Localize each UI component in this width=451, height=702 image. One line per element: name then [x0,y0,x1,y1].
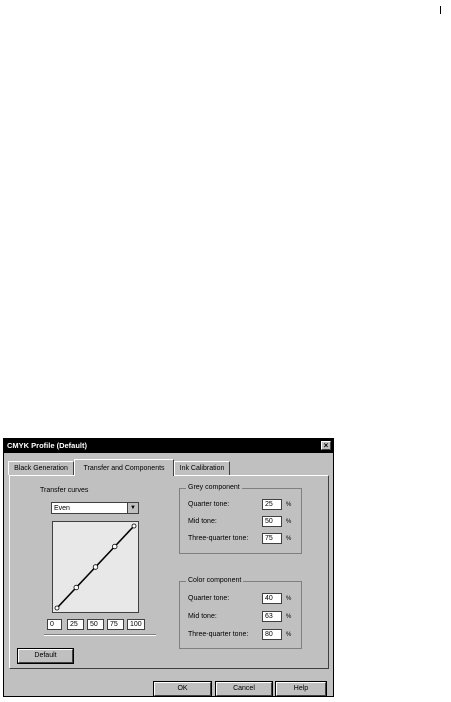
group-title: Color component [188,577,242,584]
tab-label: Black Generation [14,465,68,472]
color-three-quarter-tone-input[interactable]: 80 [262,629,282,640]
percent-unit: % [286,502,292,508]
curve-point-50[interactable] [93,565,98,570]
grey-quarter-tone-input[interactable]: 25 [262,499,282,510]
curve-point-0[interactable] [55,606,59,610]
percent-unit: % [286,614,292,620]
curve-point-25[interactable] [74,585,79,590]
ok-button[interactable] [154,682,211,696]
grey-mid-tone-input[interactable]: 50 [262,516,282,527]
mid-tone-label: Mid tone: [188,613,217,620]
curve-value-0[interactable]: 0 [47,619,62,630]
three-quarter-tone-label: Three-quarter tone: [188,631,249,638]
help-label: Help [293,685,309,692]
transfer-curve-select[interactable] [51,502,139,514]
default-button-label: Default [34,652,57,659]
cancel-button[interactable] [216,682,272,696]
mid-tone-label: Mid tone: [188,518,217,525]
tab-transfer-and-components[interactable] [74,459,174,476]
color-component-group [179,577,302,649]
close-button[interactable] [321,441,331,450]
tab-black-generation[interactable] [8,461,74,475]
cancel-label: Cancel [233,685,255,692]
quarter-tone-label: Quarter tone: [188,595,230,602]
grey-three-quarter-tone-input[interactable]: 75 [262,533,282,544]
tab-ink-calibration[interactable] [174,461,230,475]
separator [44,634,156,636]
curve-value-100[interactable]: 100 [127,619,145,630]
close-icon: × [323,441,329,450]
transfer-curve-value: Even [54,505,70,512]
ok-label: OK [177,685,188,692]
percent-unit: % [286,632,292,638]
curve-point-75[interactable] [112,544,117,549]
curve-plot [53,522,138,612]
percent-unit: % [286,536,292,542]
curve-value-50[interactable]: 50 [87,619,104,630]
percent-unit: % [286,596,292,602]
group-title: Grey component [188,484,240,491]
color-quarter-tone-input[interactable]: 40 [262,593,282,604]
window-title: CMYK Profile (Default) [7,441,88,450]
chevron-down-icon[interactable]: ▼ [127,503,138,513]
quarter-tone-label: Quarter tone: [188,501,230,508]
percent-unit: % [286,519,292,525]
curve-point-100[interactable] [132,524,136,528]
default-button[interactable] [18,649,73,663]
grey-component-group [179,484,302,554]
color-mid-tone-input[interactable]: 63 [262,611,282,622]
tab-label: Transfer and Components [83,465,165,472]
curve-value-75[interactable]: 75 [107,619,124,630]
cmyk-profile-dialog [3,438,334,697]
title-bar [4,439,333,453]
three-quarter-tone-label: Three-quarter tone: [188,535,249,542]
page-edge-mark [440,6,441,14]
curve-value-25[interactable]: 25 [67,619,84,630]
help-button[interactable] [276,682,326,696]
tab-label: Ink Calibration [179,465,225,472]
transfer-curves-label: Transfer curves [40,487,89,494]
transfer-curve-graph[interactable] [52,521,139,613]
